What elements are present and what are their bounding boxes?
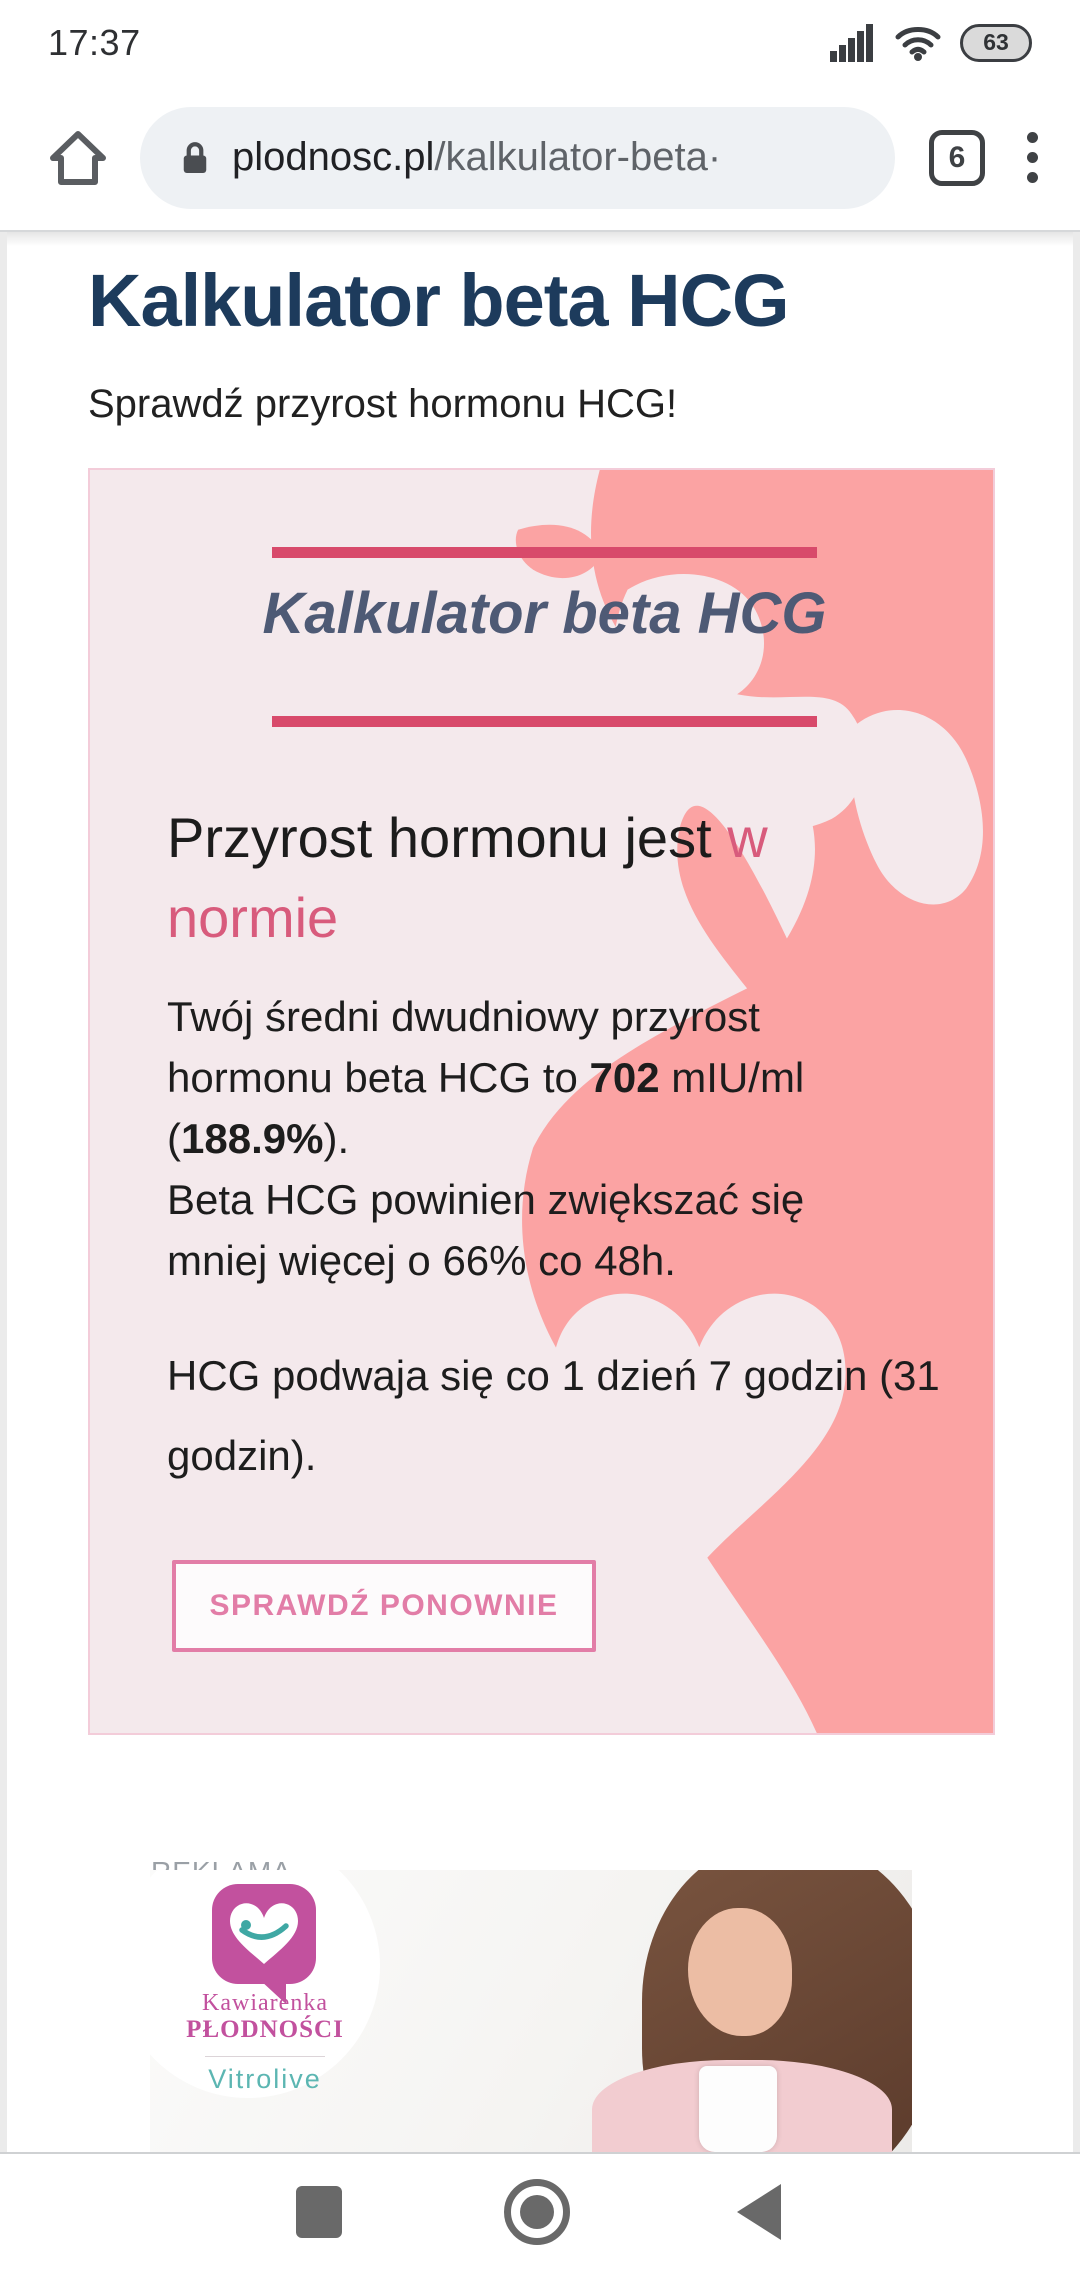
ad-logo-divider (205, 2056, 325, 2057)
wifi-icon (894, 24, 942, 62)
ad-banner[interactable] (150, 1870, 912, 2152)
doubling-time-paragraph: HCG podwaja się co 1 dzień 7 godzin (31 godzin). (167, 1352, 940, 1479)
ad-photo-woman (582, 1870, 912, 2152)
check-again-button[interactable]: SPRAWDŹ PONOWNIE (172, 1560, 596, 1652)
url-domain: plodnosc.pl (232, 135, 435, 179)
url-path: /kalkulator-beta (434, 135, 708, 179)
url-bar[interactable] (140, 107, 895, 209)
hcg-result-card (88, 468, 995, 1735)
page-title: Kalkulator beta HCG (88, 259, 789, 342)
recents-button[interactable] (296, 2186, 342, 2238)
back-button[interactable] (737, 2184, 781, 2240)
url-truncation: · (707, 135, 722, 179)
ad-logo-line1: Kawiarenka (202, 1990, 328, 2016)
toolbar-shadow (0, 232, 1080, 246)
page-subtitle: Sprawdź przyrost hormonu HCG! (88, 382, 678, 426)
status-bar (0, 0, 1080, 85)
result-paragraph: Twój średni dwudniowy przyrost hormonu beta HCG to 702 mIU/ml (188.9%). Beta HCG powinien zwiększać się mniej więcej o 66% co 48h. (167, 993, 805, 1284)
decorative-rule-bottom (272, 716, 817, 727)
tab-count: 6 (948, 140, 966, 174)
page-right-edge (1073, 232, 1080, 2152)
card-title: Kalkulator beta HCG (262, 581, 827, 646)
battery-icon (960, 24, 1032, 62)
signal-icon (830, 24, 876, 62)
home-nav-button[interactable] (504, 2179, 570, 2245)
browser-menu-button[interactable] (1021, 126, 1044, 189)
mug (699, 2066, 777, 2152)
browser-toolbar (0, 85, 1080, 230)
ad-logo-line2: PŁODNOŚCI (186, 2016, 344, 2043)
hcg-increase-value: 702 (589, 1054, 660, 1101)
decorative-rule-top (272, 547, 817, 558)
status-highlight-2: normie (167, 886, 339, 949)
home-button[interactable] (46, 128, 110, 188)
url-text (232, 135, 721, 180)
status-highlight: w (727, 806, 768, 869)
result-status-heading: Przyrost hormonu jest w normie (167, 806, 768, 949)
lock-icon (180, 139, 210, 177)
page-left-edge (0, 232, 7, 2152)
hcg-increase-percent: 188.9% (181, 1115, 324, 1162)
clock: 17:37 (48, 21, 141, 63)
ad-logo-brand: Vitrolive (208, 2064, 322, 2094)
tab-switcher-button[interactable] (929, 130, 985, 186)
battery-percent: 63 (983, 29, 1009, 55)
